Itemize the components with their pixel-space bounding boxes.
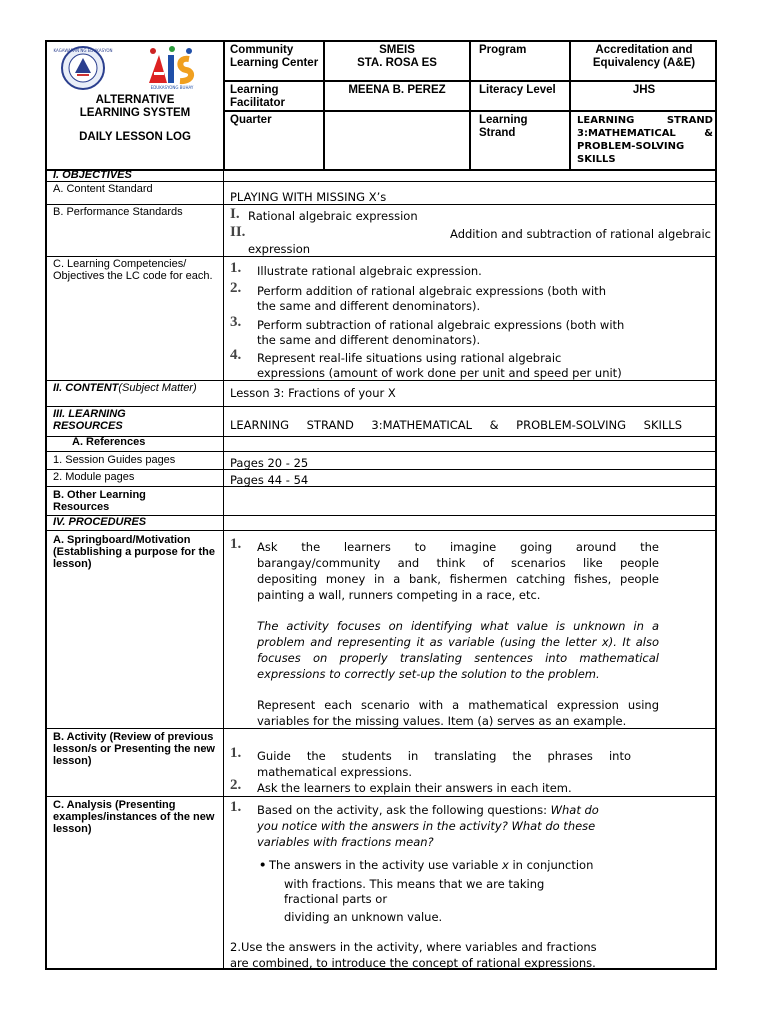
competency-3-num: 3.: [230, 314, 242, 330]
analysis-bullet-dot: •: [259, 858, 267, 872]
objectives-heading: I. OBJECTIVES: [53, 169, 132, 181]
springboard-italic-line-2: problem and representing it as variable (using the letter x). It also: [257, 635, 659, 649]
procedures-heading: IV. PROCEDURES: [53, 516, 147, 528]
analysis-bullet-var: x: [502, 858, 509, 872]
seal-ring-text: KAGAWARAN NG EDUKASYON: [53, 48, 113, 53]
org-line-1: ALTERNATIVE: [95, 94, 175, 106]
facilitator-value: MEENA B. PEREZ: [348, 84, 446, 96]
deped-seal-logo: [53, 45, 113, 91]
competency-4-line-1: Represent real-life situations using rational algebraic: [257, 351, 562, 365]
performance-item-2-b: expression: [248, 242, 311, 256]
als-logo: [145, 45, 199, 91]
lesson-log-table: [45, 40, 717, 970]
performance-item-2-a: Addition and subtraction of rational algebraic: [450, 227, 711, 241]
springboard-italic-line-4: expressions to correctly set-up the solution to the problem.: [257, 667, 600, 681]
content-standard-value: PLAYING WITH MISSING X’s: [230, 190, 387, 204]
facilitator-label: Learning Facilitator: [230, 84, 285, 109]
competency-3-line-2: the same and different denominators).: [257, 333, 481, 347]
springboard-italic-line-1: The activity focuses on identifying what value is unknown in a: [257, 619, 659, 633]
module-pages-value: Pages 44 - 54: [230, 473, 309, 487]
springboard-tail-line-2: variables for the missing values. Item (a) serves as an example.: [257, 714, 627, 728]
strand-label: Learning Strand: [479, 114, 528, 139]
content-heading: [53, 382, 218, 394]
springboard-line-2: barangay/community and think of scenarios like people: [257, 556, 659, 570]
quarter-label: Quarter: [230, 114, 272, 126]
analysis-bullet-line-4: dividing an unknown value.: [284, 910, 443, 924]
springboard-tail: [257, 697, 659, 729]
log-title: DAILY LESSON LOG: [79, 131, 191, 143]
analysis-question: [257, 802, 647, 850]
springboard-label: A. Springboard/Motivation (Establishing a purpose for the lesson): [53, 534, 215, 570]
references-label: A. References: [72, 436, 146, 448]
competency-1: Illustrate rational algebraic expression.: [257, 264, 482, 278]
als-tagline: EDUKASYONG BUHAY: [150, 85, 194, 90]
activity-1: [257, 748, 631, 780]
literacy-value: JHS: [632, 84, 656, 96]
analysis-line-1-italic: What do: [550, 803, 599, 817]
competency-2-line-1: Perform addition of rational algebraic expressions (both with: [257, 284, 606, 298]
org-line-2: LEARNING SYSTEM: [79, 106, 191, 119]
competency-3-line-1: Perform subtraction of rational algebraic expressions (both with: [257, 318, 625, 332]
springboard-italic-line-3: focuses on properly translating sentences into mathematical: [257, 651, 659, 665]
competency-1-num: 1.: [230, 260, 242, 276]
performance-item-1-num: I.: [230, 206, 240, 222]
analysis-bullet-line-2: with fractions. This means that we are taking: [284, 877, 545, 891]
performance-item-2-num: II.: [230, 224, 246, 240]
activity-1-line-1: Guide the students in translating the phrases into: [257, 749, 631, 763]
activity-1-line-2: mathematical expressions.: [257, 765, 412, 779]
springboard-text: [257, 539, 659, 603]
content-heading-rest: (Subject Matter): [118, 382, 197, 394]
program-label: Program: [479, 44, 527, 56]
analysis-bullet-marker: [259, 857, 266, 873]
springboard-line-1: Ask the learners to imagine going around the: [257, 540, 659, 554]
analysis-point-2-line-2: are combined, to introduce the concept of rational expressions.: [230, 956, 596, 970]
resources-heading: III. LEARNING RESOURCES: [53, 408, 126, 432]
analysis-point-2-line-1: 2.Use the answers in the activity, where variables and fractions: [230, 940, 597, 954]
program-value: Accreditation and Equivalency (A&E): [592, 44, 696, 69]
strand-value: LEARNING STRAND 3:MATHEMATICAL & PROBLEM-SOLVING SKILLS: [577, 115, 713, 165]
analysis-line-1-plain: Based on the activity, ask the following questions:: [257, 803, 551, 817]
analysis-line-3: variables with fractions mean?: [257, 835, 434, 849]
analysis-bullet-line-3: fractional parts or: [284, 892, 388, 906]
session-guides-value: Pages 20 - 25: [230, 456, 309, 470]
competency-2-num: 2.: [230, 280, 242, 296]
performance-standards-label: B. Performance Standards: [53, 206, 183, 218]
content-value: Lesson 3: Fractions of your X: [230, 386, 396, 400]
activity-1-num: 1.: [230, 745, 242, 761]
org-name: [47, 94, 223, 119]
springboard-tail-line-1: Represent each scenario with a mathematical expression using: [257, 698, 659, 712]
clc-value: [325, 44, 469, 69]
module-pages-label: 2. Module pages: [53, 471, 135, 483]
springboard-italic-note: [257, 618, 659, 682]
analysis-line-2: you notice with the answers in the activity? What do these: [257, 819, 596, 833]
springboard-num: 1.: [230, 536, 242, 552]
analysis-bullet-post: in conjunction: [508, 858, 594, 872]
analysis-num: 1.: [230, 799, 242, 815]
clc-label: Community Learning Center: [230, 44, 319, 69]
content-standard-label: A. Content Standard: [53, 183, 153, 195]
activity-label: B. Activity (Review of previous lesson/s or Presenting the new lesson): [53, 731, 215, 767]
clc-value-line-2: STA. ROSA ES: [357, 56, 437, 69]
other-resources-label: B. Other Learning Resources: [53, 489, 146, 513]
resources-value: LEARNING STRAND 3:MATHEMATICAL & PROBLEM-SOLVING SKILLS: [230, 418, 682, 432]
competency-4-line-2: expressions (amount of work done per unit and speed per unit): [257, 366, 622, 380]
analysis-bullet-pre: The answers in the activity use variable: [269, 858, 502, 872]
activity-2: Ask the learners to explain their answers in each item.: [257, 781, 572, 795]
competency-2-line-2: the same and different denominators).: [257, 299, 481, 313]
competencies-label: C. Learning Competencies/ Objectives the LC code for each.: [53, 258, 213, 282]
clc-value-line-1: SMEIS: [379, 44, 415, 56]
analysis-label: C. Analysis (Presenting examples/instances of the new lesson): [53, 799, 215, 835]
content-heading-bold: II. CONTENT: [53, 382, 119, 394]
springboard-line-3: depositing money in a bank, fishermen catching fishes, people: [257, 572, 659, 586]
activity-2-num: 2.: [230, 777, 242, 793]
competency-4-num: 4.: [230, 347, 242, 363]
analysis-bullet-line-1: [269, 857, 593, 873]
springboard-line-4: painting a wall, runners competing in a race, etc.: [257, 588, 541, 602]
performance-item-1: Rational algebraic expression: [248, 209, 418, 223]
session-guides-label: 1. Session Guides pages: [53, 454, 176, 466]
literacy-label: Literacy Level: [479, 84, 556, 96]
